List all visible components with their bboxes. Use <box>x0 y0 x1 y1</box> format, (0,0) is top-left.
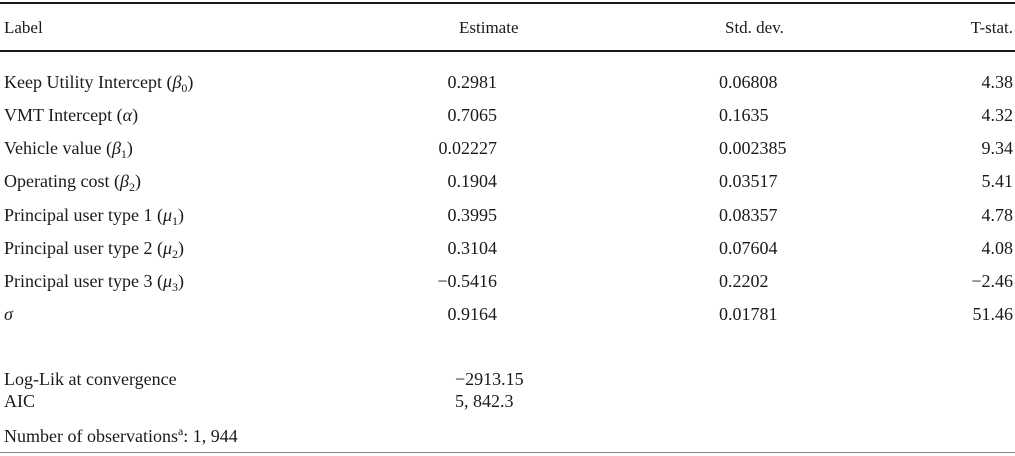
row-estimate: −0.5416 <box>437 271 497 291</box>
table-row <box>0 236 1015 260</box>
row-label: Vehicle value $(\beta_1)$ <box>4 138 133 161</box>
row-std-dev: 0.01781 <box>719 304 778 324</box>
row-label: Principal user type 3 $(\mu_3)$ <box>4 271 185 294</box>
row-label: Operating cost $(\beta_2)$ <box>4 171 141 194</box>
row-std-dev: 0.03517 <box>719 171 778 191</box>
row-estimate: 0.2981 <box>447 72 497 92</box>
header-estimate: Estimate <box>459 18 519 37</box>
table-row <box>0 70 1015 94</box>
row-estimate: 0.02227 <box>438 138 497 158</box>
row-label: Keep Utility Intercept $(\beta_0)$ <box>4 72 194 95</box>
table-row <box>0 136 1015 160</box>
row-label: Principal user type 2 $(\mu_2)$ <box>4 238 185 261</box>
observations-value: : 1, 944 <box>183 426 238 446</box>
header-std-dev: Std. dev. <box>725 18 784 37</box>
loglik-value: −2913.15 <box>455 369 524 389</box>
footer-row-observations <box>0 425 1015 447</box>
header-t-stat: T-stat. <box>970 18 1013 37</box>
observations-label: Number of observations <box>4 426 178 446</box>
row-std-dev: 0.002385 <box>719 138 787 158</box>
table-row <box>0 103 1015 127</box>
row-estimate: 0.9164 <box>447 304 497 324</box>
footer-row-aic <box>0 390 1015 412</box>
row-t-stat: 4.38 <box>981 72 1013 92</box>
row-t-stat: 5.41 <box>981 171 1013 191</box>
row-t-stat: 4.78 <box>981 205 1013 225</box>
table-header-rule <box>0 50 1015 52</box>
table-row <box>0 169 1015 193</box>
row-estimate: 0.1904 <box>447 171 497 191</box>
row-t-stat: −2.46 <box>971 271 1013 291</box>
row-std-dev: 0.06808 <box>719 72 778 92</box>
row-t-stat: 4.32 <box>981 105 1013 125</box>
aic-label: AIC <box>4 391 35 411</box>
observations-text <box>4 425 238 447</box>
row-std-dev: 0.07604 <box>719 238 778 258</box>
table-row <box>0 203 1015 227</box>
row-std-dev: 0.1635 <box>719 105 769 125</box>
table-row <box>0 269 1015 293</box>
row-t-stat: 51.46 <box>972 304 1013 324</box>
row-estimate: 0.7065 <box>447 105 497 125</box>
row-std-dev: 0.08357 <box>719 205 778 225</box>
footer-row-loglik <box>0 368 1015 390</box>
row-label: σ <box>4 304 13 324</box>
table-bottom-rule <box>0 452 1015 453</box>
header-label: Label <box>4 18 43 37</box>
row-estimate: 0.3104 <box>447 238 497 258</box>
row-label: Principal user type 1 $(\mu_1)$ <box>4 205 185 228</box>
row-t-stat: 9.34 <box>981 138 1013 158</box>
footnote-marker: a <box>177 424 184 438</box>
loglik-label: Log-Lik at convergence <box>4 369 177 389</box>
table-top-rule <box>0 2 1015 4</box>
aic-value: 5, 842.3 <box>455 391 514 411</box>
row-t-stat: 4.08 <box>981 238 1013 258</box>
row-estimate: 0.3995 <box>447 205 497 225</box>
row-std-dev: 0.2202 <box>719 271 769 291</box>
row-label: VMT Intercept (α) <box>4 105 139 125</box>
table-row <box>0 302 1015 326</box>
